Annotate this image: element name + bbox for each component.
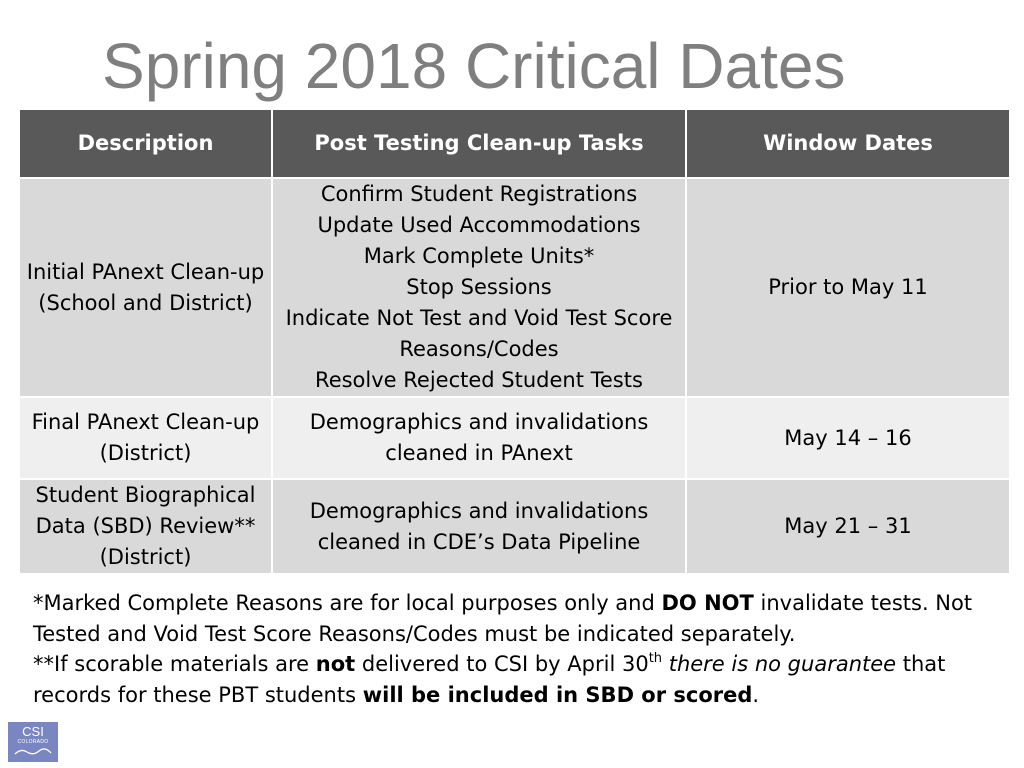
slide-title: Spring 2018 Critical Dates <box>102 30 846 102</box>
row-window-dates: May 14 – 16 <box>686 397 1009 479</box>
footnote-emphasis: not <box>315 652 356 676</box>
mountain-icon <box>13 746 53 756</box>
logo-sub-text: COLORADO <box>17 739 49 745</box>
table-row <box>20 397 1009 479</box>
task-item: Resolve Rejected Student Tests <box>315 368 643 392</box>
footnote-text: that records for these PBT students <box>33 652 946 707</box>
table-row <box>20 479 1009 574</box>
header-description: Description <box>20 110 272 178</box>
logo-main-text: CSI <box>22 724 44 739</box>
footnote-scorable-materials <box>33 649 1008 710</box>
row-description: Final PAnext Clean-up (District) <box>20 397 272 479</box>
task-item: Confirm Student Registrations <box>320 182 638 206</box>
task-item: Mark Complete Units* <box>363 244 595 268</box>
header-tasks: Post Testing Clean-up Tasks <box>272 110 686 178</box>
footnote-superscript: th <box>648 651 663 666</box>
row-description: Initial PAnext Clean-up (School and District) <box>20 178 272 397</box>
task-item: Update Used Accommodations <box>317 213 641 237</box>
task-item: Demographics and invalidations cleaned in PAnext <box>309 410 649 465</box>
row-tasks <box>272 178 686 397</box>
footnote-text: . <box>752 682 760 707</box>
task-item: Indicate Not Test and Void Test Score Reasons/Codes <box>285 306 673 361</box>
row-tasks <box>272 479 686 574</box>
task-item: Stop Sessions <box>406 275 552 299</box>
footnote-italic: there is no guarantee <box>662 652 897 676</box>
row-tasks <box>272 397 686 479</box>
header-window-dates: Window Dates <box>686 110 1009 178</box>
table-header-row <box>20 110 1009 178</box>
footnote-text: *Marked Complete Reasons are for local purposes only and <box>33 591 662 615</box>
footnotes <box>33 588 1008 710</box>
footnote-emphasis: will be included in SBD or scored <box>362 682 753 707</box>
footnote-marked-complete <box>33 588 1008 649</box>
row-description: Student Biographical Data (SBD) Review** (District) <box>20 479 272 574</box>
footnote-text: delivered to CSI by April 30 <box>355 652 649 676</box>
csi-logo <box>8 722 58 762</box>
row-window-dates: Prior to May 11 <box>686 178 1009 397</box>
task-item: Demographics and invalidations cleaned in CDE’s Data Pipeline <box>309 498 649 554</box>
table-row <box>20 178 1009 397</box>
footnote-text: invalidate tests. Not Tested and Void Test Score Reasons/Codes must be indicated separately. <box>33 591 973 646</box>
row-window-dates: May 21 – 31 <box>686 479 1009 574</box>
critical-dates-table <box>20 110 1009 575</box>
footnote-emphasis: DO NOT <box>661 591 754 615</box>
footnote-text: **If scorable materials are <box>33 652 316 676</box>
